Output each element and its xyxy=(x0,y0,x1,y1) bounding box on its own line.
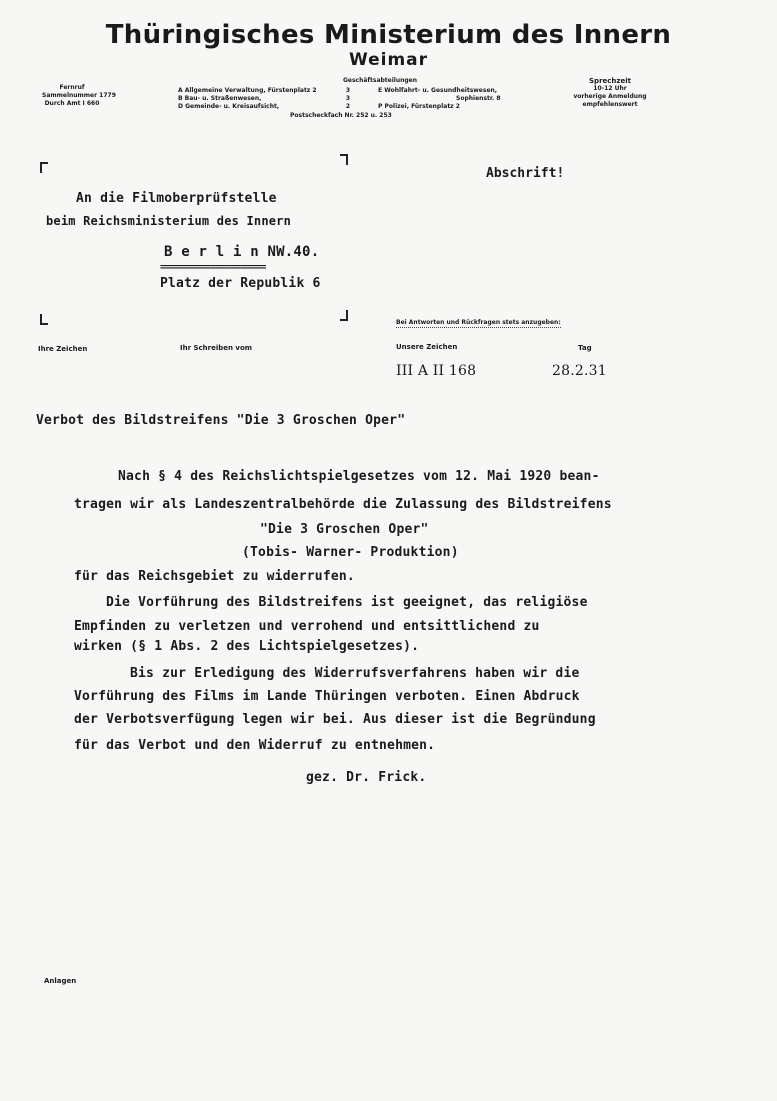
letterhead-city: Weimar xyxy=(348,50,429,70)
label-ihr-schreiben: Ihr Schreiben vom xyxy=(180,344,253,352)
sprechzeit-block xyxy=(560,77,660,109)
value-tag: 28.2.31 xyxy=(552,363,607,379)
recipient-line: An die Filmoberprüfstelle xyxy=(76,191,277,206)
address-corner-top-right xyxy=(340,154,348,165)
label-unsere-zeichen: Unsere Zeichen xyxy=(396,343,458,351)
department-item: 3 xyxy=(345,87,351,94)
body-line: Die Vorführung des Bildstreifens ist geeignet, das religiöse xyxy=(106,595,588,610)
body-line: für das Verbot und den Widerruf zu entnehmen. xyxy=(74,738,436,753)
recipient-underline: ===================== xyxy=(160,262,266,273)
department-item: P Polizei, Fürstenplatz 2 xyxy=(378,103,460,110)
department-item: E Wohlfahrt- u. Gesundheitswesen, xyxy=(378,87,498,94)
body-line: Empfinden zu verletzen und verrohend und entsittlichend zu xyxy=(74,619,540,634)
body-line: "Die 3 Groschen Oper" xyxy=(260,522,429,537)
departments-label: Geschäftsabteilungen xyxy=(342,77,418,84)
fernruf-block xyxy=(42,84,116,108)
sprechzeit-line: vorherige Anmeldung xyxy=(573,93,647,100)
departments-mid xyxy=(342,87,354,111)
fernruf-label: Fernruf xyxy=(59,84,85,91)
departments-right xyxy=(378,87,518,111)
value-unsere-zeichen: III A II 168 xyxy=(396,363,477,379)
department-item: A Allgemeine Verwaltung, Fürstenplatz 2 xyxy=(178,87,317,94)
body-line: (Tobis- Warner- Produktion) xyxy=(242,545,459,560)
sprechzeit-line: empfehlenswert xyxy=(582,101,638,108)
sprechzeit-label: Sprechzeit xyxy=(589,77,631,85)
address-corner-bottom-left xyxy=(40,314,48,325)
body-line: Nach § 4 des Reichslichtspielgesetzes vom 12. Mai 1920 bean- xyxy=(118,469,600,484)
recipient-city: B e r l i n NW.40. xyxy=(164,244,320,260)
department-item: 3 xyxy=(345,95,351,102)
address-corner-bottom-right xyxy=(340,310,348,321)
body-line: der Verbotsverfügung legen wir bei. Aus dieser ist die Begründung xyxy=(74,712,596,727)
sprechzeit-line: 10-12 Uhr xyxy=(593,85,627,92)
departments-left xyxy=(178,87,328,111)
department-item: Sophienstr. 8 xyxy=(456,95,501,102)
body-line: wirken (§ 1 Abs. 2 des Lichtspielgesetzes). xyxy=(74,639,420,654)
label-ihre-zeichen: Ihre Zeichen xyxy=(38,345,88,353)
department-item: D Gemeinde- u. Kreisaufsicht, xyxy=(178,103,280,110)
department-item: B Bau- u. Straßenwesen, xyxy=(178,95,262,102)
body-line: Vorführung des Films im Lande Thüringen verboten. Einen Abdruck xyxy=(74,689,580,704)
address-corner-top-left xyxy=(40,162,48,173)
recipient-line: beim Reichsministerium des Innern xyxy=(46,214,292,228)
enclosures-label: Anlagen xyxy=(44,977,77,985)
copy-mark: Abschrift! xyxy=(486,166,565,181)
label-tag: Tag xyxy=(578,344,592,352)
fernruf-line: Sammelnummer 1779 xyxy=(42,92,116,99)
postscheck: Postscheckfach Nr. 252 u. 253 xyxy=(290,112,392,119)
signature: gez. Dr. Frick. xyxy=(306,770,427,785)
department-item: 2 xyxy=(345,103,351,110)
fernruf-line: Durch Amt I 660 xyxy=(44,100,100,107)
ministry-title: Thüringisches Ministerium des Innern xyxy=(105,20,672,50)
body-line: Bis zur Erledigung des Widerrufsverfahrens haben wir die xyxy=(130,666,580,681)
subject-line: Verbot des Bildstreifens "Die 3 Groschen Oper" xyxy=(36,413,406,428)
reference-note: Bei Antworten und Rückfragen stets anzugeben: xyxy=(396,319,561,326)
recipient-street: Platz der Republik 6 xyxy=(160,276,321,291)
body-line: für das Reichsgebiet zu widerrufen. xyxy=(74,569,355,584)
body-line: tragen wir als Landeszentralbehörde die Zulassung des Bildstreifens xyxy=(74,497,612,512)
